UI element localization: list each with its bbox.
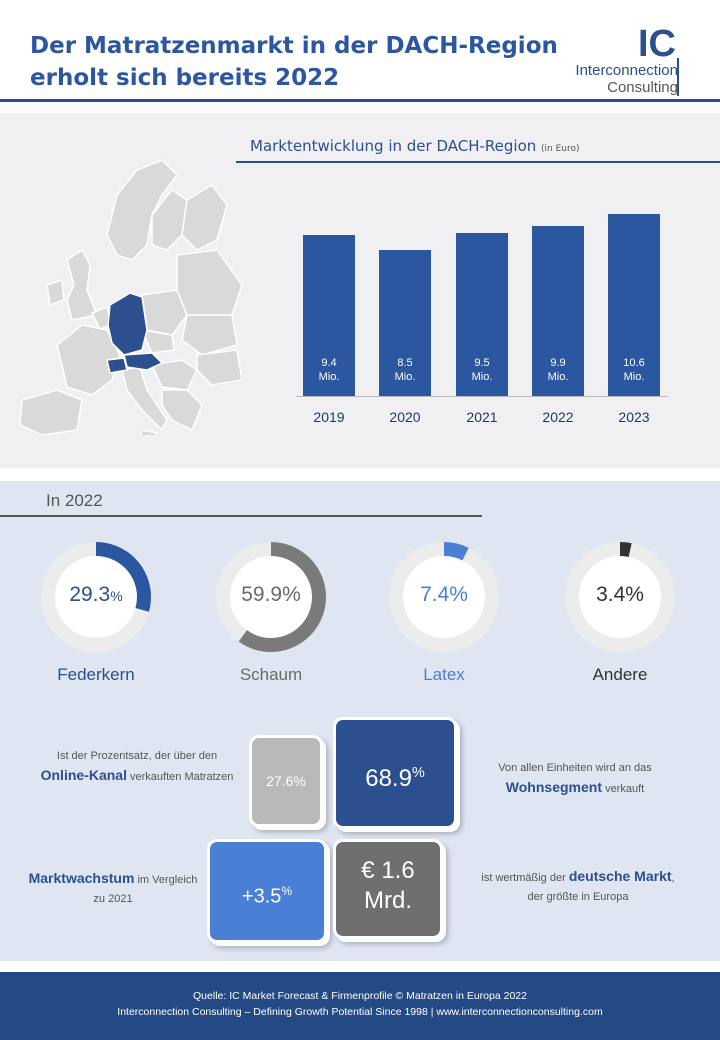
online-note-rest: verkauften Matratzen: [130, 771, 234, 783]
logo-letters: IC: [638, 23, 676, 65]
residential-share-unit: %: [411, 765, 425, 781]
online-note-line-1: Ist der Prozentsatz, der über den: [56, 750, 218, 762]
residential-share-tile: [333, 717, 457, 829]
market-note-line-1: [458, 867, 698, 888]
donut-value: 59.9%: [241, 583, 301, 606]
company-logo: [560, 23, 690, 98]
footer: [0, 972, 720, 1040]
growth-note: [8, 869, 218, 909]
online-share-value: 27.6%: [266, 773, 306, 789]
market-value-line-2: Mrd.: [364, 887, 412, 914]
chart-title: [250, 137, 580, 155]
section-heading: In 2022: [46, 491, 103, 510]
donut-andere: [562, 539, 678, 655]
online-note-line-2: [22, 766, 252, 787]
online-share-tile: [249, 735, 323, 827]
logo-name-line-2: Consulting: [607, 79, 678, 96]
donut-label: Latex: [423, 665, 465, 684]
year-label: 2022: [542, 409, 574, 425]
chart-title-text: Marktentwicklung in der DACH-Region: [250, 137, 537, 155]
europe-map-icon: [12, 155, 262, 435]
bar-value-label: 10.6 Mio.: [623, 357, 645, 383]
year-label: 2021: [466, 409, 498, 425]
bar-value-label: 9.5 Mio.: [471, 357, 493, 383]
residential-share-value: 68.9: [365, 765, 412, 792]
growth-note-rest: im Vergleich: [137, 874, 198, 886]
header: [0, 0, 720, 100]
donut-label: Schaum: [239, 665, 303, 684]
logo-name-line-1: Interconnection: [575, 62, 678, 79]
market-note-line-2: der größte in Europa: [527, 891, 629, 903]
bar-value-label: 9.4 Mio.: [318, 357, 340, 383]
market-note: [458, 867, 698, 907]
donut-value: 7.4%: [420, 583, 468, 606]
donut-value: 3.4%: [596, 583, 644, 606]
growth-value: +3.5: [241, 885, 282, 908]
donut-latex: [386, 539, 502, 655]
donut-schaum: [213, 539, 329, 655]
growth-unit: %: [281, 884, 293, 898]
market-value-tile: [333, 839, 443, 939]
bar-value-label: 8.5 Mio.: [394, 357, 416, 383]
section-2022: [0, 481, 720, 961]
footer-company: Interconnection Consulting – Defining Growth Potential Since 1998 | www.interconnectionconsulting.com: [117, 1006, 603, 1018]
year-label: 2019: [313, 409, 345, 425]
donut-label: Federkern: [57, 665, 135, 684]
year-label: 2020: [389, 409, 421, 425]
residential-note-rest: verkauft: [605, 783, 645, 795]
growth-note-line-2: zu 2021: [93, 893, 133, 905]
chart-unit: (in Euro): [541, 144, 580, 154]
page-title: [30, 30, 558, 94]
year-label: 2023: [618, 409, 650, 425]
section-heading-divider: [0, 515, 482, 517]
donut-value: 29.3%: [69, 583, 123, 606]
online-note-bold: Online-Kanal: [40, 767, 127, 783]
residential-note-bold: Wohnsegment: [505, 779, 602, 795]
market-note-comma: ,: [671, 872, 675, 884]
chart-title-divider: [236, 161, 720, 163]
growth-note-line-1: [8, 869, 218, 890]
bar-value-label: 9.9 Mio.: [547, 357, 569, 383]
market-value-line-1: € 1.6: [361, 857, 415, 884]
title-line-1: Der Matratzenmarkt in der DACH-Region: [30, 33, 558, 59]
growth-note-bold: Marktwachstum: [28, 870, 135, 886]
footer-source: Quelle: IC Market Forecast & Firmenprofile © Matratzen in Europa 2022: [193, 990, 527, 1002]
donut-federkern: [38, 539, 154, 655]
market-note-bold: deutsche Markt: [568, 868, 672, 884]
donut-label: Andere: [592, 665, 648, 684]
growth-tile: [207, 839, 327, 943]
residential-note-line-2: [475, 778, 675, 799]
residential-note: [475, 759, 675, 799]
market-section: [0, 113, 720, 468]
header-divider: [0, 99, 720, 102]
residential-note-line-1: Von allen Einheiten wird an das: [498, 762, 652, 774]
title-line-2: erholt sich bereits 2022: [30, 65, 340, 91]
chart-axis-line: [296, 396, 668, 397]
market-note-lead: ist wertmäßig der: [481, 872, 566, 884]
online-note: [22, 747, 252, 787]
